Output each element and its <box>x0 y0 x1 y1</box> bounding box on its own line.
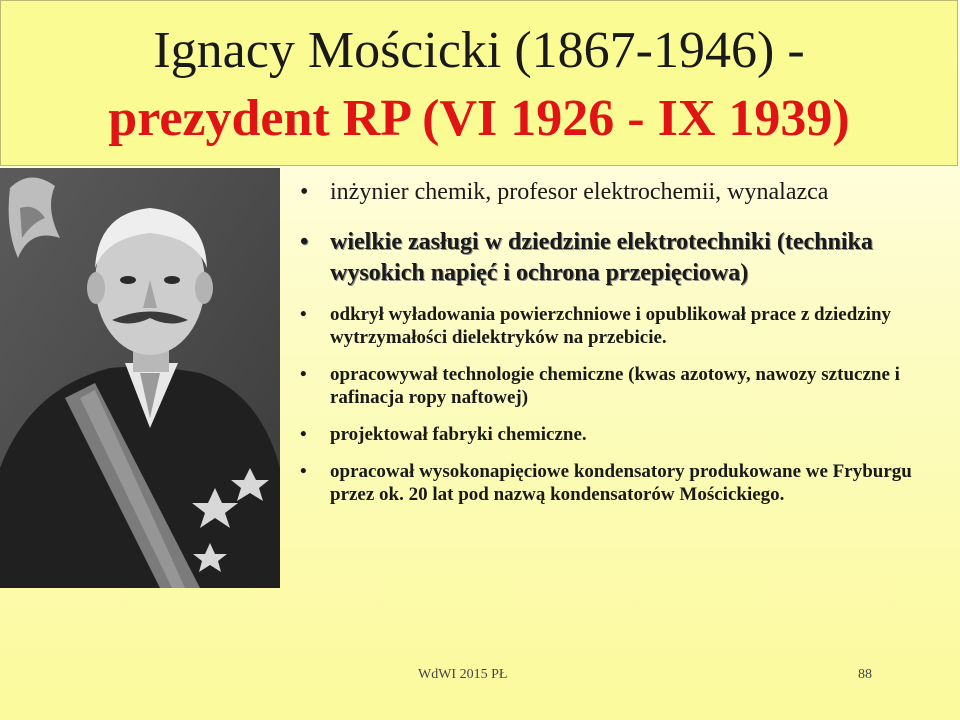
bullet-marker: • <box>300 229 309 255</box>
bullet-marker: • <box>300 304 307 325</box>
bullet-marker: • <box>300 461 307 482</box>
portrait-image <box>0 168 280 588</box>
bullet-text: odkrył wyładowania powierzchniowe i opublikował prace z dziedziny wytrzymałości dielektryków na przebicie. <box>330 304 892 348</box>
bullet-item <box>298 460 938 506</box>
bullet-marker: • <box>300 364 307 385</box>
slide-title-name: Ignacy Mościcki (1867-1946) - <box>153 22 805 79</box>
bullet-text: opracowywał technologie chemiczne (kwas azotowy, nawozy sztuczne i rafinacja ropy naftowej) <box>330 364 900 408</box>
bullet-item <box>298 303 938 349</box>
bullet-item <box>298 227 938 289</box>
slide-title-office: prezydent RP (VI 1926 - IX 1939) <box>108 90 850 147</box>
bullet-text: wielkie zasługi w dziedzinie elektrotechniki (technika wysokich napięć i ochrona przepięciowa) <box>330 229 873 286</box>
title-box <box>0 0 958 166</box>
bullet-list <box>298 178 938 520</box>
footer-label: WdWI 2015 PŁ <box>418 667 508 682</box>
bullet-text: projektował fabryki chemiczne. <box>330 424 587 445</box>
bullet-marker: • <box>300 424 307 445</box>
bullet-text: opracował wysokonapięciowe kondensatory produkowane we Fryburgu przez ok. 20 lat pod nazwą kondensatorów Mościckiego. <box>330 461 912 505</box>
bullet-text: inżynier chemik, profesor elektrochemii, wynalazca <box>330 179 829 205</box>
bullet-item <box>298 178 938 207</box>
bullet-marker: • <box>300 179 309 205</box>
page-number: 88 <box>858 667 872 682</box>
bullet-item <box>298 363 938 409</box>
portrait-photo <box>0 168 280 588</box>
bullet-item <box>298 423 938 446</box>
